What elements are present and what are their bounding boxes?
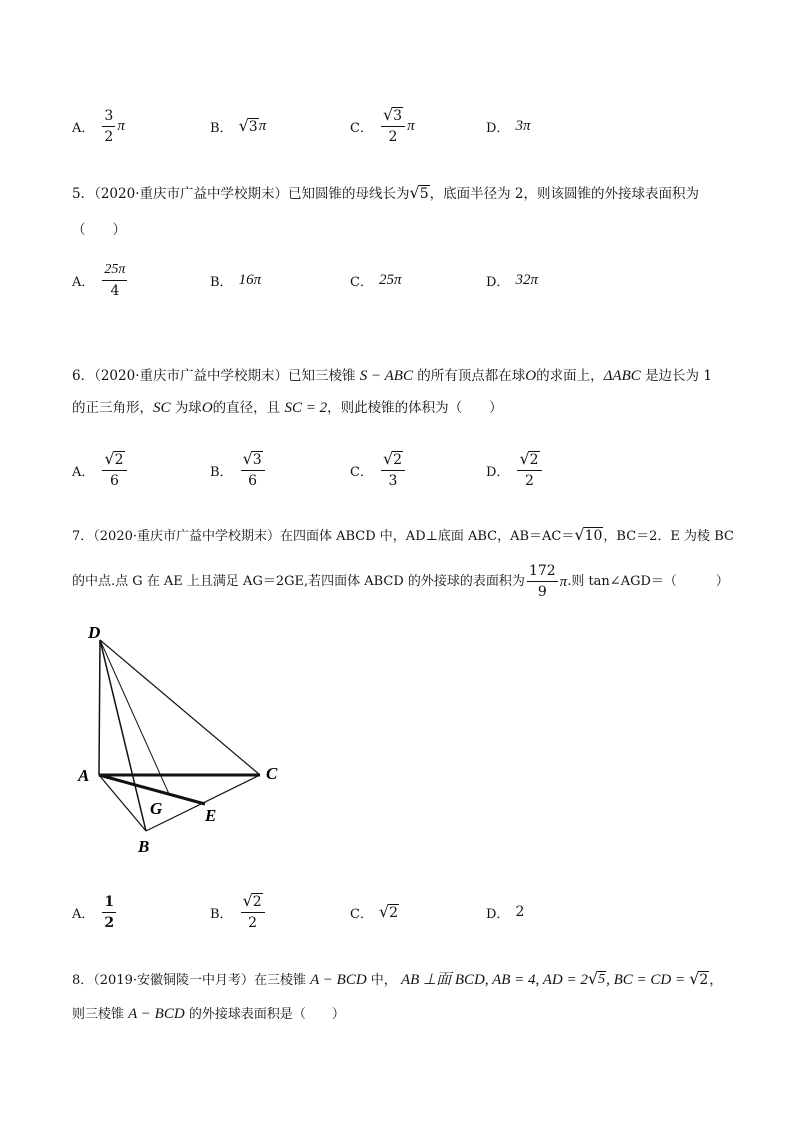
sqrt: √ 2	[378, 902, 399, 921]
q5-option-a[interactable]	[72, 260, 129, 300]
q6-option-b[interactable]	[210, 450, 267, 490]
option-label: D．	[486, 120, 510, 136]
q6-stem-line2: 的正三角形，SC 为球O的直径，且 SC = 2，则此棱锥的体积为（ ）	[72, 400, 503, 416]
q6-option-d[interactable]	[486, 450, 544, 490]
option-label: B．	[210, 274, 233, 290]
sqrt: √ 3	[238, 116, 258, 135]
label-C: C	[266, 764, 278, 783]
q5-option-c[interactable]: C． 25π	[350, 271, 402, 290]
label-G: G	[150, 799, 163, 818]
label-A: A	[78, 766, 90, 785]
q5-option-b[interactable]: B． 16π	[210, 271, 262, 290]
q7-option-b[interactable]	[210, 892, 267, 932]
option-label: A．	[72, 274, 95, 290]
edge-DC	[100, 640, 260, 775]
q6-option-c[interactable]	[350, 450, 407, 490]
edge-DB	[100, 640, 146, 831]
option-label: C．	[350, 906, 373, 922]
q7-option-c[interactable]	[350, 892, 399, 932]
q7-option-a[interactable]	[72, 892, 118, 932]
option-label: A．	[72, 464, 95, 480]
fraction: √ 3 2	[381, 106, 405, 146]
fraction: √ 2 6	[102, 450, 126, 490]
option-label: D．	[486, 274, 510, 290]
option-label: C．	[350, 120, 373, 136]
option-label: B．	[210, 906, 233, 922]
fraction: √ 2 2	[241, 892, 265, 932]
edge-DA	[99, 640, 100, 775]
option-label: D．	[486, 464, 510, 480]
q5-stem-line1: 5．（2020·重庆市广益中学校期末）已知圆锥的母线长为 √ 5 ，底面半径为 2，则该圆锥的外接球表面积为	[72, 183, 700, 202]
fraction: $\frac{172}{9}$	[528, 563, 556, 600]
q5-answer-blank[interactable]: （ ）	[72, 222, 126, 238]
q4-option-b[interactable]: B． √ 3 π	[210, 116, 267, 136]
segment-DG	[100, 640, 169, 794]
sqrt: √ 10	[574, 525, 603, 544]
option-label: A．	[72, 120, 95, 136]
fraction: √ 2 2	[517, 450, 541, 490]
fraction: √ 2 3	[381, 450, 405, 490]
q4-option-c[interactable]: C． √ 3 2 π	[350, 105, 415, 145]
q7-option-d[interactable]: D． 2	[486, 904, 525, 922]
fraction: $\frac{3}{2}$	[104, 107, 114, 145]
fraction: √ 3 6	[241, 450, 265, 490]
sqrt: √ 5	[409, 183, 429, 202]
sqrt: √ 5	[587, 969, 606, 988]
q6-option-a[interactable]	[72, 450, 129, 490]
q8-stem-line1: 8．（2019·安徽铜陵一中月考）在三棱锥 A − BCD 中， AB ⊥面 BCD, AB = 4, AD = 2 √ 5 , BC = CD = √ 2 ，	[72, 969, 723, 988]
option-label: B．	[210, 464, 233, 480]
label-E: E	[205, 806, 217, 825]
option-label: D．	[486, 906, 510, 922]
tetrahedron-figure	[70, 618, 300, 863]
q8-stem-line2: 则三棱锥 A − BCD 的外接球表面积是（ ）	[72, 1006, 345, 1022]
q4-option-d[interactable]: D． 3π	[486, 117, 531, 136]
q5-option-d[interactable]: D． 32π	[486, 271, 538, 290]
fraction: $\frac{1}{2}$	[104, 893, 115, 931]
q7-stem-line2: 的中点.点 G 在 AE 上且满足 AG＝2GE,若四面体 ABCD 的外接球的表面积为 $\frac{172}{9}$ π .则 tan∠AGD＝（ ）	[72, 563, 729, 600]
option-label: C．	[350, 274, 373, 290]
q4-option-a[interactable]: A． $\frac{3}{2}$ π	[72, 107, 125, 145]
label-B: B	[138, 837, 150, 856]
sqrt: √ 2	[689, 969, 709, 988]
option-label: C．	[350, 464, 373, 480]
label-D: D	[88, 623, 101, 642]
q6-stem-line1: 6．（2020·重庆市广益中学校期末）已知三棱锥 S − ABC 的所有顶点都在球O的求面上，ΔABC 是边长为 1	[72, 368, 712, 384]
option-label: A．	[72, 906, 95, 922]
q7-stem-line1: 7．（2020·重庆市广益中学校期末）在四面体 ABCD 中，AD⊥底面 ABC，AB＝AC＝ √ 10 ，BC＝2．E 为棱 BC	[72, 525, 734, 544]
option-label: B．	[210, 120, 233, 136]
fraction: $\frac{25\pi}{4}$	[104, 261, 126, 299]
